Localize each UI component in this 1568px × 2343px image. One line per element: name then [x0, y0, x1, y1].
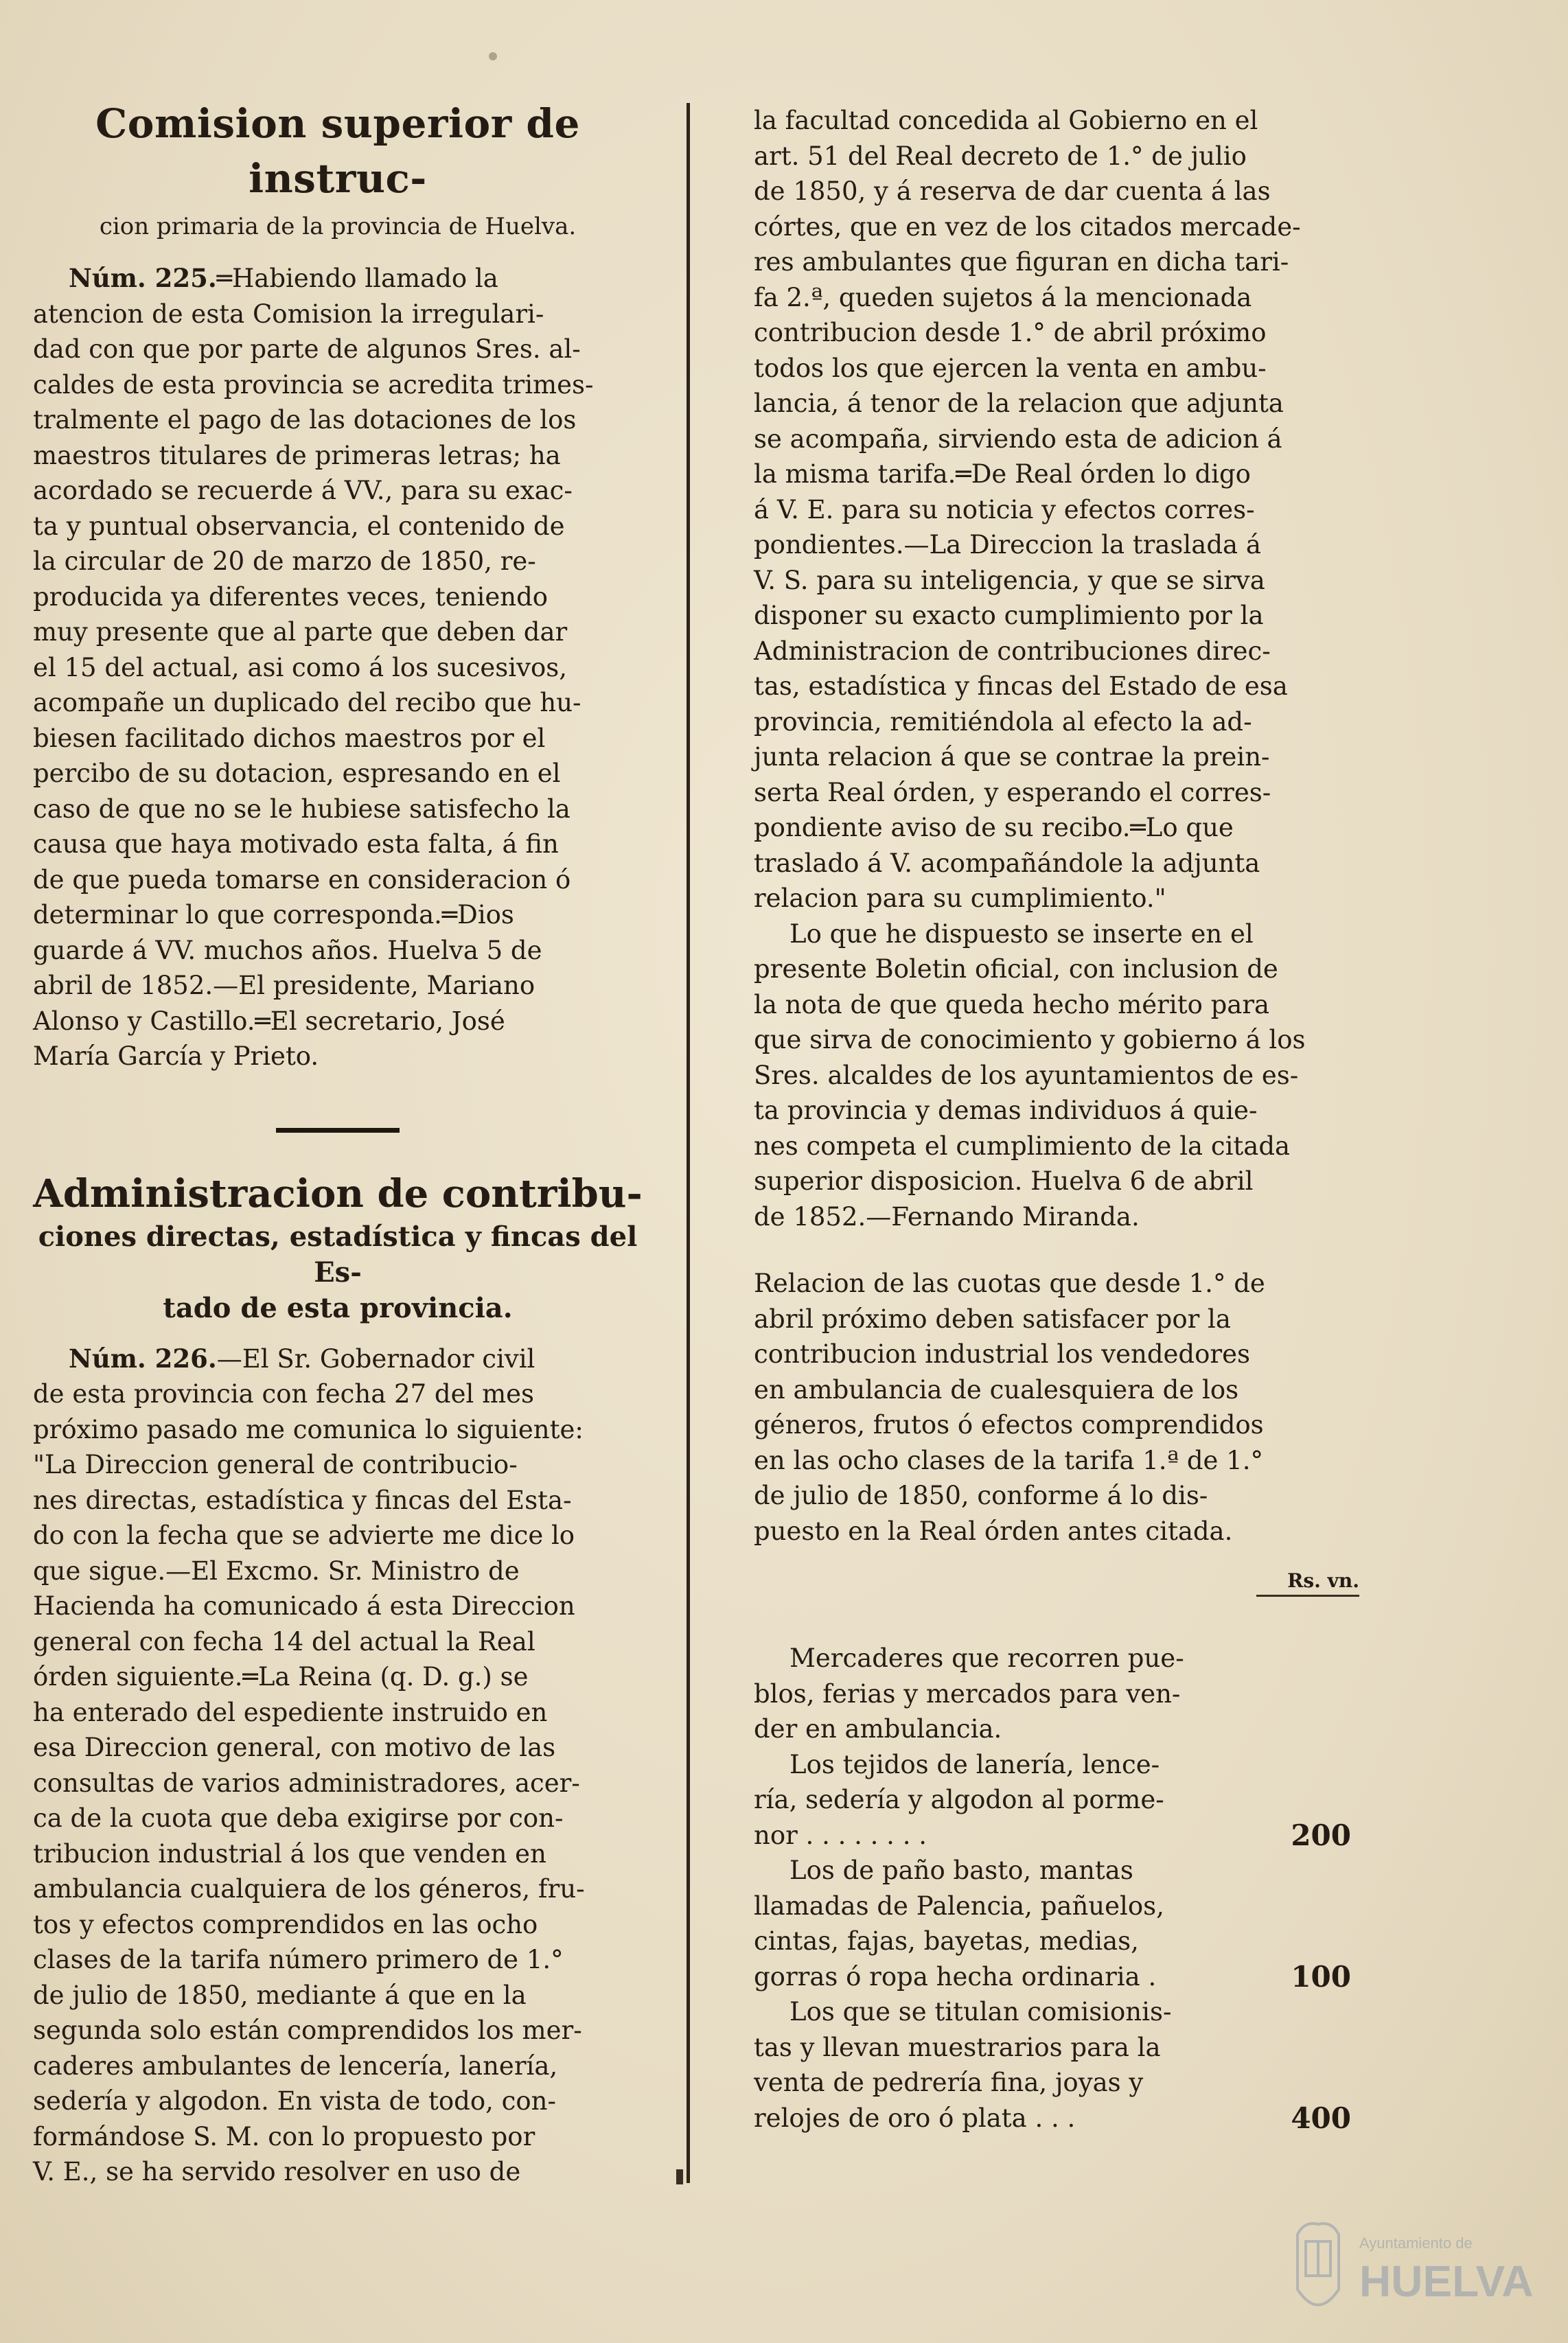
tariff-line: blos, ferias y mercados para ven-	[754, 1678, 1181, 1709]
paragraph-line: Núm. 226.—El Sr. Gobernador civil	[69, 1343, 535, 1374]
paragraph-line: que sigue.—El Excmo. Sr. Ministro de	[33, 1556, 520, 1586]
paragraph-line: tas, estadística y fincas del Estado de esa	[754, 671, 1288, 701]
paragraph-line: ambulancia cualquiera de los géneros, fru-	[33, 1874, 585, 1904]
paragraph-line: nes competa el cumplimiento de la citada	[754, 1131, 1291, 1161]
paragraph-line: órden siguiente.═La Reina (q. D. g.) se	[33, 1662, 529, 1692]
paragraph-line: Núm. 225.═Habiendo llamado la	[69, 263, 498, 293]
paragraph-line: atencion de esta Comision la irregulari-	[33, 299, 544, 329]
tariff-line: tas y llevan muestrarios para la	[754, 2032, 1161, 2062]
paragraph-line: la misma tarifa.═De Real órden lo digo	[754, 459, 1251, 489]
paragraph-line: pondiente aviso de su recibo.═Lo que	[754, 813, 1234, 842]
paragraph-line: segunda solo están comprendidos los mer-	[33, 2016, 582, 2045]
paragraph-line: junta relacion á que se contrae la prein-	[754, 742, 1270, 772]
paragraph-line: disponer su exacto cumplimiento por la	[754, 601, 1264, 630]
paragraph-line: córtes, que en vez de los citados mercade-	[754, 211, 1301, 242]
huelva-crest-watermark	[1277, 2207, 1552, 2331]
paragraph-line: ta y puntual observancia, el contenido de	[33, 511, 565, 541]
paragraph-line: Administracion de contribuciones direc-	[754, 636, 1271, 666]
paragraph-line: clases de la tarifa número primero de 1.°	[33, 1945, 564, 1974]
currency-label: Rs. vn.	[1287, 1569, 1359, 1592]
tariff-line: der en ambulancia.	[754, 1714, 1002, 1744]
tariff-line: llamadas de Palencia, pañuelos,	[754, 1891, 1164, 1921]
left-column	[33, 96, 643, 2190]
paragraph-line: presente Boletin oficial, con inclusion de	[754, 954, 1278, 984]
paragraph-line: esa Direccion general, con motivo de las	[33, 1733, 556, 1762]
tariff-text	[754, 1994, 1245, 2136]
paragraph-line: ha enterado del espediente instruido en	[33, 1697, 548, 1727]
paragraph-line: ta provincia y demas individuos á quie-	[754, 1096, 1258, 1125]
tariff-table	[754, 1641, 1372, 2136]
section2-title: Administracion de contribu-	[33, 1170, 643, 1216]
tariff-row	[754, 1994, 1372, 2136]
section-divider-rule	[276, 1128, 400, 1133]
watermark-line2: HUELVA	[1359, 2257, 1534, 2306]
paragraph-line: serta Real órden, y esperando el corres-	[754, 777, 1271, 807]
tariff-text	[754, 1641, 1245, 1747]
paragraph-line: la nota de que queda hecho mérito para	[754, 989, 1270, 1019]
relacion-line: en las ocho clases de la tarifa 1.ª de 1.°	[754, 1445, 1263, 1475]
relacion-line: de julio de 1850, conforme á lo dis-	[754, 1481, 1208, 1510]
section2-subtitle-line: tado de esta provincia.	[163, 1291, 513, 1324]
paragraph-line: "La Direccion general de contribucio-	[33, 1450, 518, 1479]
paragraph-line: la facultad concedida al Gobierno en el	[754, 106, 1258, 135]
paragraph-line: V. E., se ha servido resolver en uso de	[33, 2157, 521, 2186]
paragraph-line: la circular de 20 de marzo de 1850, re-	[33, 546, 536, 576]
paragraph-line: dad con que por parte de algunos Sres. al-	[33, 334, 581, 364]
tariff-row	[754, 1747, 1372, 1854]
paragraph-line: á V. E. para su noticia y efectos corres-	[754, 494, 1255, 524]
paragraph-line: tralmente el pago de las dotaciones de los	[33, 405, 577, 435]
paragraph-line: tos y efectos comprendidos en las ocho	[33, 1909, 538, 1939]
paragraph-line: causa que haya motivado esta falta, á fin	[33, 829, 559, 859]
tariff-text	[754, 1853, 1245, 1994]
publication-paragraph	[754, 916, 1372, 1235]
paragraph-line: sedería y algodon. En vista de todo, con-	[33, 2086, 556, 2116]
currency-rule	[1256, 1595, 1359, 1597]
paragraph-line: el 15 del actual, asi como á los sucesivos,	[33, 652, 568, 682]
tariff-amount: 200	[1291, 1818, 1351, 1852]
paragraph-line: maestros titulares de primeras letras; ha	[33, 440, 561, 470]
ink-speck	[489, 52, 497, 60]
paragraph-line: acompañe un duplicado del recibo que hu-	[33, 688, 581, 717]
paragraph-line: caso de que no se le hubiese satisfecho la	[33, 794, 570, 824]
paragraph-line: fa 2.ª, queden sujetos á la mencionada	[754, 282, 1252, 312]
paragraph-line: do con la fecha que se advierte me dice lo	[33, 1521, 575, 1550]
section1-subtitle: cion primaria de la provincia de Huelva.	[99, 213, 577, 240]
section2-subtitle	[33, 1219, 643, 1326]
relacion-line: géneros, frutos ó efectos comprendidos	[754, 1410, 1264, 1440]
paragraph-line: relacion para su cumplimiento."	[754, 884, 1166, 913]
column-divider	[687, 103, 690, 2183]
paragraph-line: se acompaña, sirviendo esta de adicion á	[754, 424, 1282, 454]
tariff-line: gorras ó ropa hecha ordinaria .	[754, 1961, 1157, 1992]
paragraph-line: de esta provincia con fecha 27 del mes	[33, 1379, 535, 1409]
paragraph-line: provincia, remitiéndola al efecto la ad-	[754, 706, 1252, 737]
paragraph-line: caderes ambulantes de lencería, lanería,	[33, 2051, 558, 2081]
relacion-heading	[754, 1266, 1372, 1549]
paragraph-line: abril de 1852.—El presidente, Mariano	[33, 971, 535, 1000]
section1-title: Comision superior de instruc-	[95, 100, 580, 202]
relacion-line: abril próximo deben satisfacer por la	[754, 1304, 1231, 1334]
paragraph-line: Alonso y Castillo.═El secretario, José	[33, 1006, 505, 1036]
article-number: Núm. 225.	[69, 263, 217, 293]
section2-paragraph	[33, 1341, 643, 2190]
paragraph-line: acordado se recuerde á VV., para su exac-	[33, 476, 573, 505]
tariff-amount: 100	[1291, 1959, 1351, 1994]
tariff-line: nor . . . . . . . .	[754, 1820, 927, 1850]
tariff-line: Los que se titulan comisionis-	[789, 1997, 1172, 2027]
relacion-line: contribucion industrial los vendedores	[754, 1339, 1250, 1369]
paragraph-line: que sirva de conocimiento y gobierno á los	[754, 1025, 1306, 1054]
relacion-line: Relacion de las cuotas que desde 1.° de	[754, 1269, 1265, 1298]
paragraph-line: contribucion desde 1.° de abril próximo	[754, 318, 1267, 347]
paragraph-line: res ambulantes que figuran en dicha tari-	[754, 247, 1289, 277]
article-number: Núm. 226.	[69, 1343, 217, 1374]
tariff-amount: 400	[1291, 2101, 1351, 2135]
paragraph-line: percibo de su dotacion, espresando en el	[33, 759, 561, 788]
paragraph-line: V. S. para su inteligencia, y que se sirva	[754, 565, 1265, 595]
paragraph-line: de que pueda tomarse en consideracion ó	[33, 864, 571, 895]
paragraph-line: art. 51 del Real decreto de 1.° de julio	[754, 141, 1247, 171]
tariff-line: Los tejidos de lanería, lence-	[789, 1749, 1160, 1779]
paragraph-line: ca de la cuota que deba exigirse por con-	[33, 1803, 564, 1833]
paragraph-line: producida ya diferentes veces, teniendo	[33, 581, 549, 612]
paragraph-line: Lo que he dispuesto se inserte en el	[789, 919, 1254, 949]
tariff-line: relojes de oro ó plata . . .	[754, 2103, 1076, 2133]
paragraph-line: consultas de varios administradores, acer-	[33, 1768, 580, 1798]
tariff-line: Mercaderes que recorren pue-	[789, 1643, 1184, 1673]
tariff-line: Los de paño basto, mantas	[789, 1856, 1133, 1885]
tariff-row	[754, 1853, 1372, 1994]
section1-paragraph	[33, 261, 643, 1074]
divider-mark	[676, 2169, 683, 2184]
paragraph-line: próximo pasado me comunica lo siguiente:	[33, 1414, 584, 1444]
paragraph-line: guarde á VV. muchos años. Huelva 5 de	[33, 935, 542, 965]
paragraph-line: formándose S. M. con lo propuesto por	[33, 2121, 535, 2151]
paragraph-line: muy presente que al parte que deben dar	[33, 617, 568, 647]
tariff-row	[754, 1641, 1372, 1747]
paragraph-line: María García y Prieto.	[33, 1041, 319, 1071]
currency-header	[754, 1569, 1372, 1597]
paragraph-line: de julio de 1850, mediante á que en la	[33, 1980, 527, 2010]
paragraph-line: pondientes.—La Direccion la traslada á	[754, 530, 1261, 559]
paragraph-line: Hacienda ha comunicado á esta Direccion	[33, 1591, 575, 1621]
relacion-line: en ambulancia de cualesquiera de los	[754, 1374, 1239, 1405]
paragraph-line: de 1850, y á reserva de dar cuenta á las	[754, 176, 1271, 206]
paragraph-line: lancia, á tenor de la relacion que adjunta	[754, 389, 1284, 418]
paragraph-line: Sres. alcaldes de los ayuntamientos de es-	[754, 1060, 1299, 1090]
watermark-line1: Ayuntamiento de	[1359, 2235, 1473, 2252]
paragraph-line: biesen facilitado dichos maestros por el	[33, 723, 546, 753]
paragraph-line: traslado á V. acompañándole la adjunta	[754, 848, 1260, 878]
paragraph-line: determinar lo que corresponda.═Dios	[33, 900, 514, 930]
paragraph-line: caldes de esta provincia se acredita trimes-	[33, 369, 594, 400]
paragraph-line: tribucion industrial á los que venden en	[33, 1838, 546, 1869]
continuation-paragraph	[754, 103, 1372, 916]
tariff-text	[754, 1747, 1245, 1854]
relacion-line: puesto en la Real órden antes citada.	[754, 1516, 1233, 1546]
paragraph-line: de 1852.—Fernando Miranda.	[754, 1201, 1140, 1232]
section2-subtitle-line: ciones directas, estadística y fincas del Es-	[38, 1220, 638, 1289]
tariff-line: ría, sedería y algodon al porme-	[754, 1785, 1164, 1814]
tariff-line: cintas, fajas, bayetas, medias,	[754, 1926, 1139, 1956]
right-column	[754, 103, 1372, 2136]
paragraph-line: todos los que ejercen la venta en ambu-	[754, 353, 1267, 383]
paragraph-line: superior disposicion. Huelva 6 de abril	[754, 1166, 1254, 1196]
tariff-line: venta de pedrería fina, joyas y	[754, 2068, 1144, 2097]
paragraph-line: general con fecha 14 del actual la Real	[33, 1626, 535, 1657]
paragraph-line: nes directas, estadística y fincas del Esta-	[33, 1485, 572, 1515]
